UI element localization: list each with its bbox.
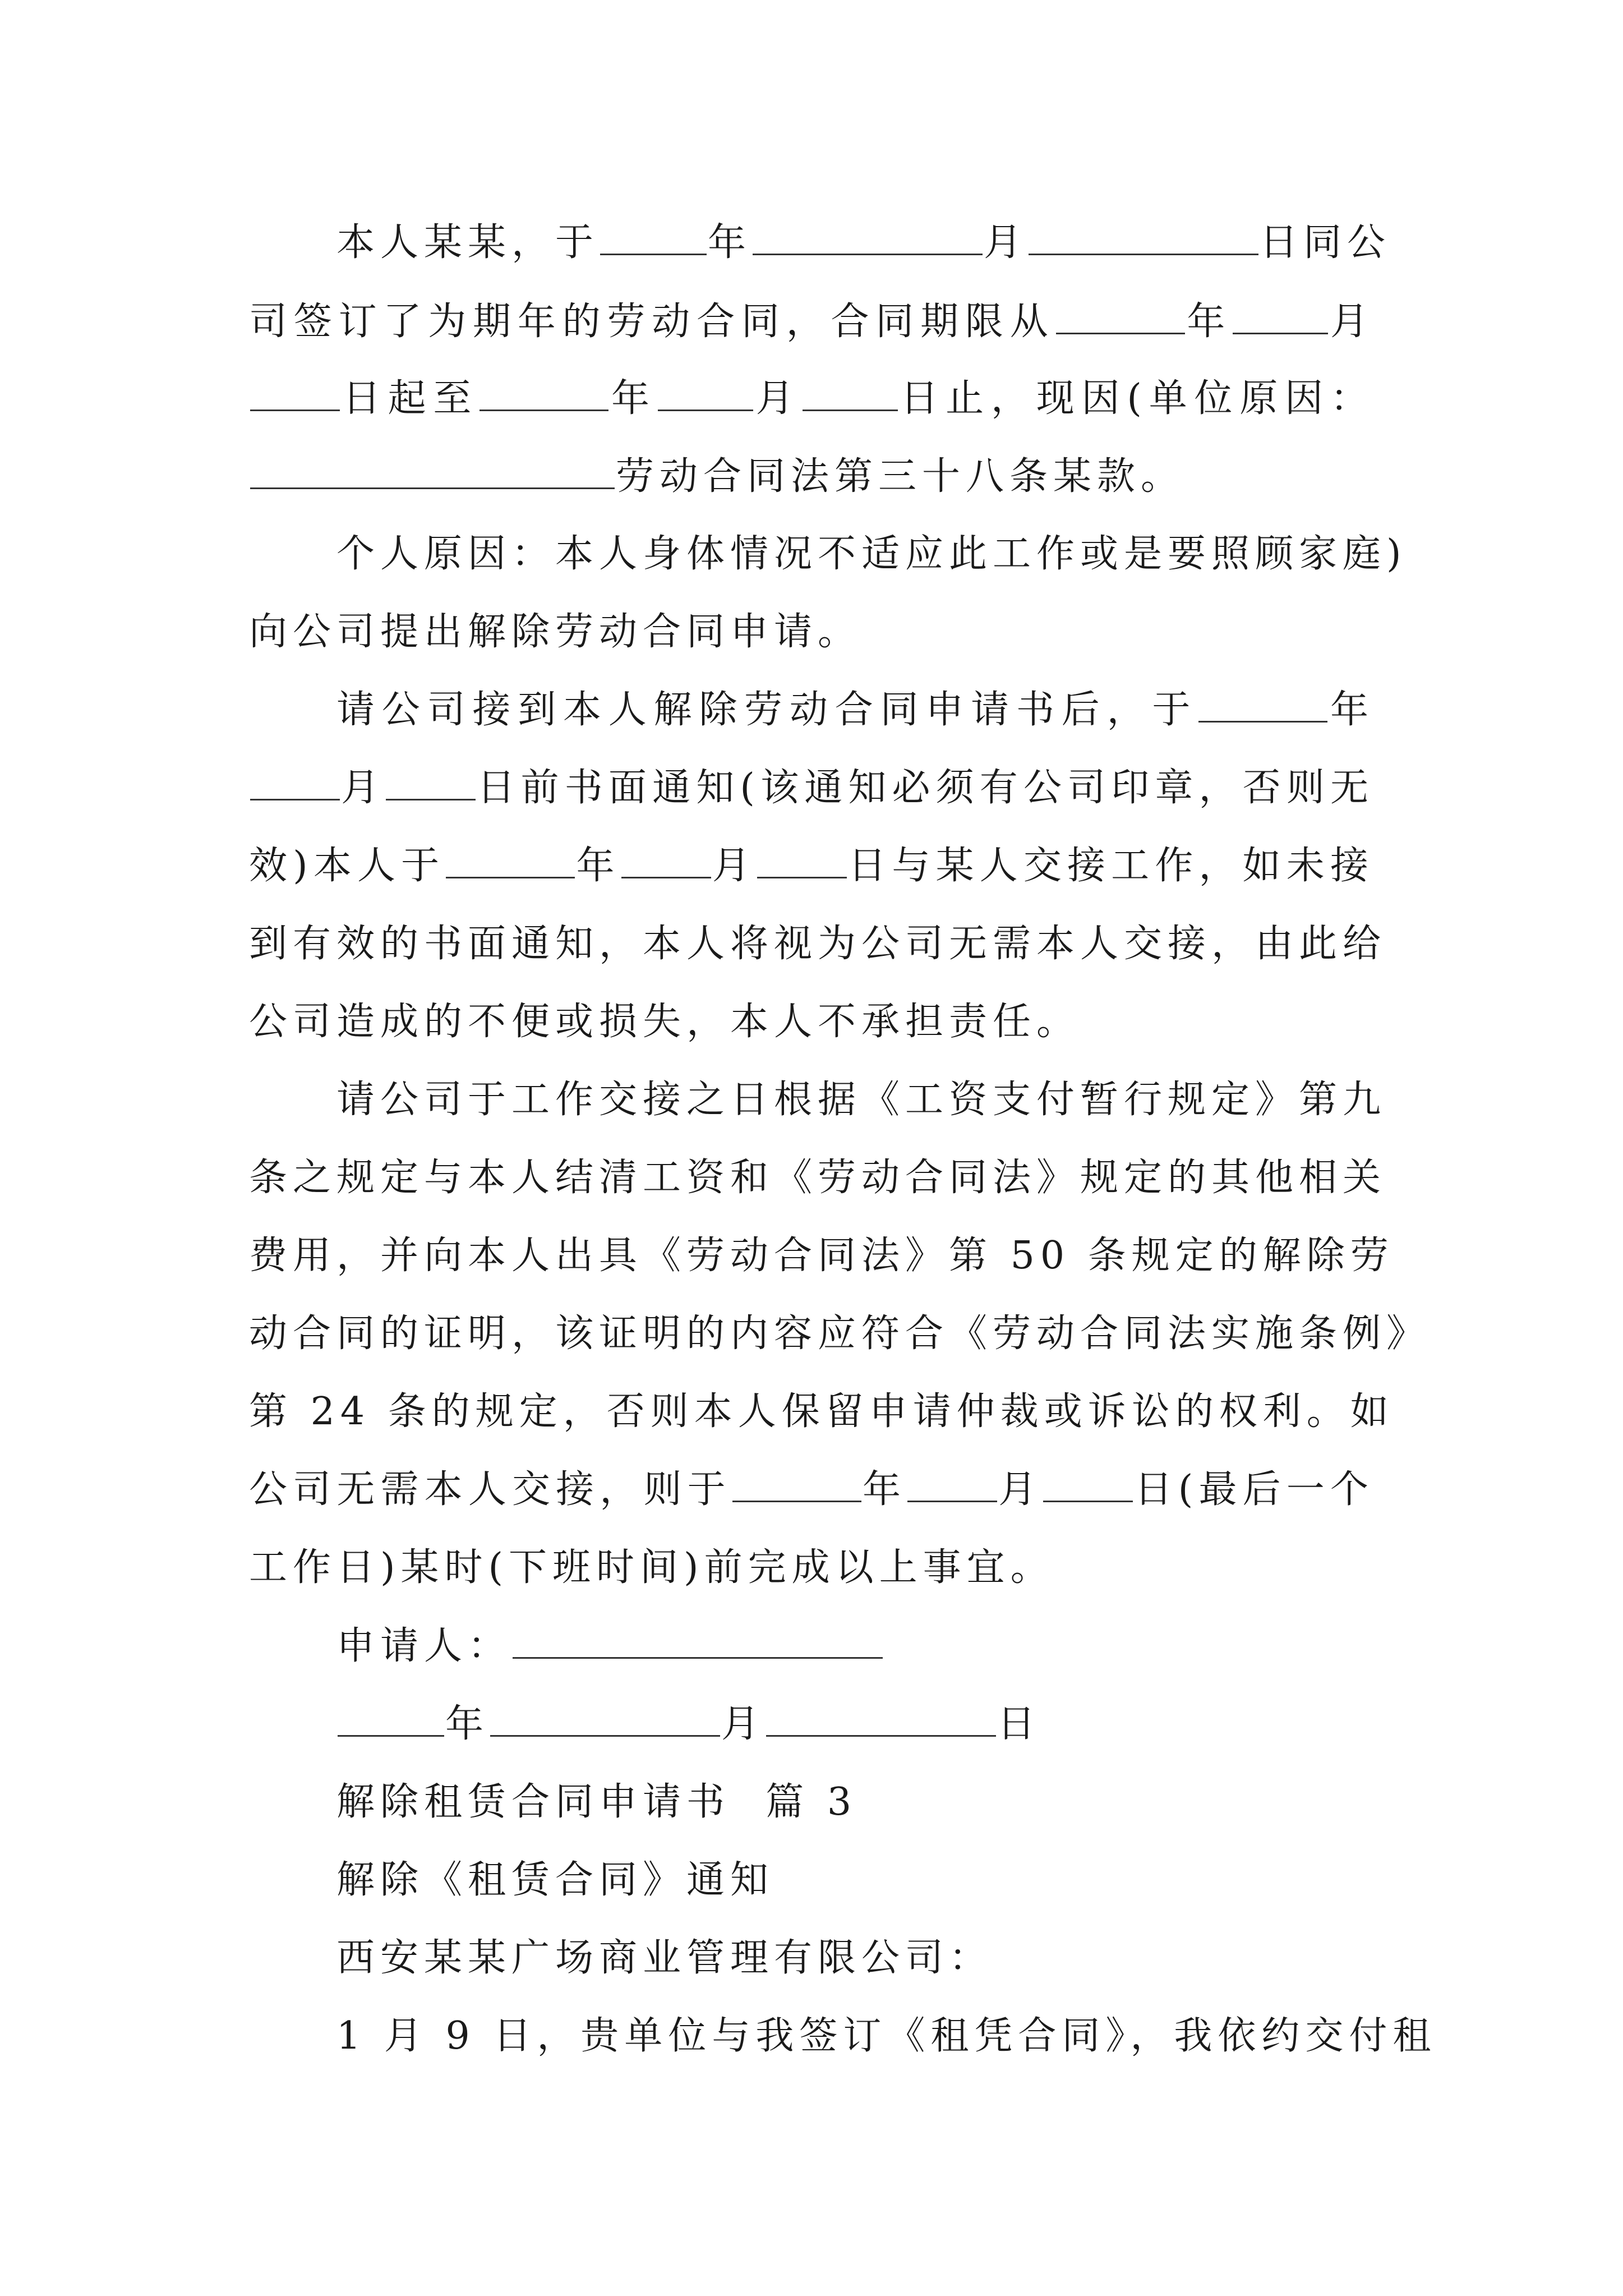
p3-line3: 效)本人于 年 月 日与某人交接工作，如未接 <box>249 838 1374 894</box>
recipient: 西安某某广场商业管理有限公司： <box>336 1936 993 1980</box>
p1-line1: 本人某某，于 年 月 日同公 <box>336 215 1391 271</box>
applicant-signature-blank <box>513 1621 883 1659</box>
p3-line5: 公司造成的不便或损失，本人不承担责任。 <box>249 1000 1081 1044</box>
p1-line4: 劳动合同法第三十八条某款。 <box>249 449 1184 505</box>
p4-line2: 条之规定与本人结清工资和《劳动合同法》规定的其他相关 <box>249 1156 1387 1200</box>
p4-line5: 第 24 条的规定，否则本人保留申请仲裁或诉讼的权利。如 <box>249 1389 1394 1434</box>
applicant-label: 申请人： <box>336 1624 512 1668</box>
p4-line1: 请公司于工作交接之日根据《工资支付暂行规定》第九 <box>336 1078 1387 1122</box>
notice-title: 解除《租赁合同》通知 <box>336 1858 774 1902</box>
date-line: 年 月 日 <box>336 1696 1041 1752</box>
p3-line4: 到有效的书面通知，本人将视为公司无需本人交接，由此给 <box>249 922 1387 966</box>
p4-line7: 工作日)某时(下班时间)前完成以上事宜。 <box>249 1545 1054 1590</box>
section-title: 解除租赁合同申请书 篇 3 <box>336 1780 857 1824</box>
p4-line3: 费用，并向本人出具《劳动合同法》第 50 条规定的解除劳 <box>249 1234 1394 1278</box>
p2-line2: 向公司提出解除劳动合同申请。 <box>249 610 862 654</box>
p1-line3: 日起至 年 月 日止，现因(单位原因： <box>249 371 1374 427</box>
p4-line6: 公司无需本人交接，则于 年 月 日(最后一个 <box>249 1462 1374 1518</box>
p2-line1: 个人原因：本人身体情况不适应此工作或是要照顾家庭) <box>336 532 1407 576</box>
p3-line2: 月 日前书面通知(该通知必须有公司印章，否则无 <box>249 760 1374 816</box>
p1-line2: 司签订了为期年的劳动合同，合同期限从 年 月 <box>249 294 1374 350</box>
p4-line4: 动合同的证明，该证明的内容应符合《劳动合同法实施条例》 <box>249 1312 1431 1356</box>
p3-line1: 请公司接到本人解除劳动合同申请书后，于 年 <box>336 682 1374 738</box>
applicant-line <box>336 1618 884 1674</box>
last-line: 1 月 9 日，贵单位与我签订《租凭合同》，我依约交付租 <box>336 2014 1437 2058</box>
